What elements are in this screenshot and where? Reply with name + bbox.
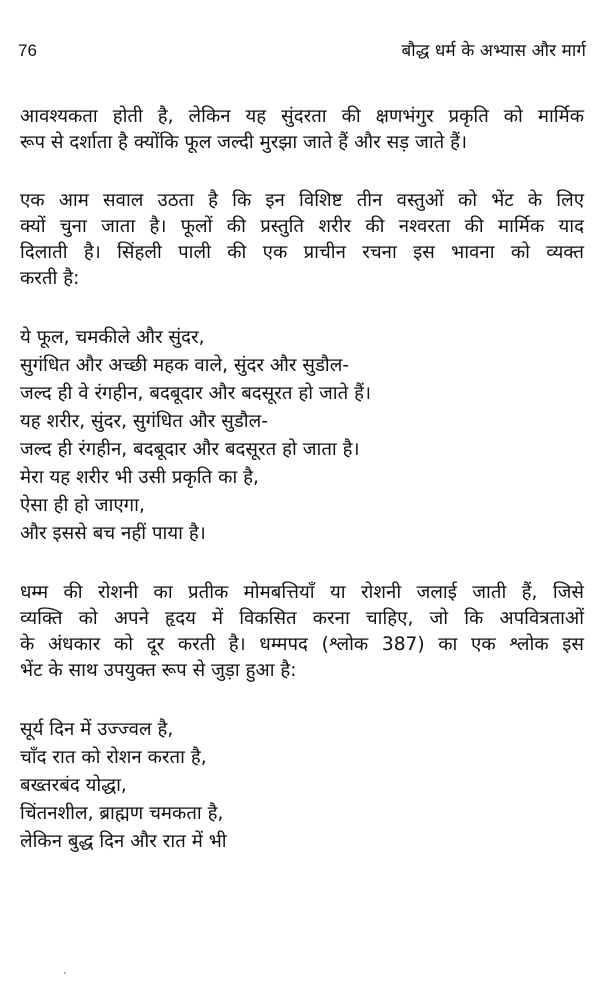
text-line: भेंट के साथ उपयुक्त रूप से जुड़ा हुआ है: <box>20 660 297 681</box>
verse-line: जल्द ही रंगहीन, बदबूदार और बदसूरत हो जाता है। <box>20 439 360 460</box>
text-line: के अंधकार को दूर करती है। धम्मपद (श्लोक 387) का एक श्लोक इस <box>20 634 584 655</box>
verse-block-1 <box>20 324 584 548</box>
page-number: 76 <box>18 41 37 60</box>
verse-line: और इससे बच नहीं पाया है। <box>20 523 206 544</box>
verse-line: चिंतनशील, ब्राह्मण चमकता है, <box>20 803 224 824</box>
verse-line: बख्तरबंद योद्धा, <box>20 775 127 796</box>
text-line: आवश्यकता होती है, लेकिन यह सुंदरता की क्षणभंगुर प्रकृति को मार्मिक <box>20 106 584 127</box>
text-line: करती है: <box>20 268 80 289</box>
verse-line: लेकिन बुद्ध दिन और रात में भी <box>20 831 227 852</box>
verse-line: मेरा यह शरीर भी उसी प्रकृति का है, <box>20 467 259 488</box>
paragraph-3 <box>20 580 584 684</box>
page-body <box>20 104 584 888</box>
verse-line: चाँद रात को रोशन करता है, <box>20 747 207 768</box>
verse-line: जल्द ही वे रंगहीन, बदबूदार और बदसूरत हो जाते हैं। <box>20 383 372 404</box>
verse-line: यह शरीर, सुंदर, सुगंधित और सुडौल- <box>20 411 268 432</box>
text-line: रूप से दर्शाता है क्योंकि फूल जल्दी मुरझा जाते हैं और सड़ जाते हैं। <box>20 132 468 153</box>
verse-line: ये फूल, चमकीले और सुंदर, <box>20 327 205 348</box>
paragraph-2 <box>20 188 584 292</box>
text-line: धम्म की रोशनी का प्रतीक मोमबत्तियाँ या रोशनी जलाई जाती हैं, जिसे <box>20 582 584 603</box>
verse-block-2 <box>20 716 584 856</box>
text-line: क्यों चुना जाता है। फूलों की प्रस्तुति शरीर की नश्वरता की मार्मिक याद <box>20 216 584 237</box>
text-line: एक आम सवाल उठता है कि इन विशिष्ट तीन वस्तुओं को भेंट के लिए <box>20 190 584 211</box>
verse-line: सूर्य दिन में उज्ज्वल है, <box>20 719 174 740</box>
paragraph-1 <box>20 104 584 156</box>
text-line: दिलाती है। सिंहली पाली की एक प्राचीन रचना इस भावना को व्यक्त <box>20 242 584 263</box>
running-title: बौद्ध धर्म के अभ्यास और मार्ग <box>401 41 586 61</box>
verse-line: ऐसा ही हो जाएगा, <box>20 495 145 516</box>
page-header <box>18 38 586 68</box>
verse-line: सुगंधित और अच्छी महक वाले, सुंदर और सुडौल- <box>20 355 350 376</box>
text-line: व्यक्ति को अपने हृदय में विकसित करना चाहिए, जो कि अपवित्रताओं <box>20 608 584 629</box>
print-speck <box>64 972 66 974</box>
